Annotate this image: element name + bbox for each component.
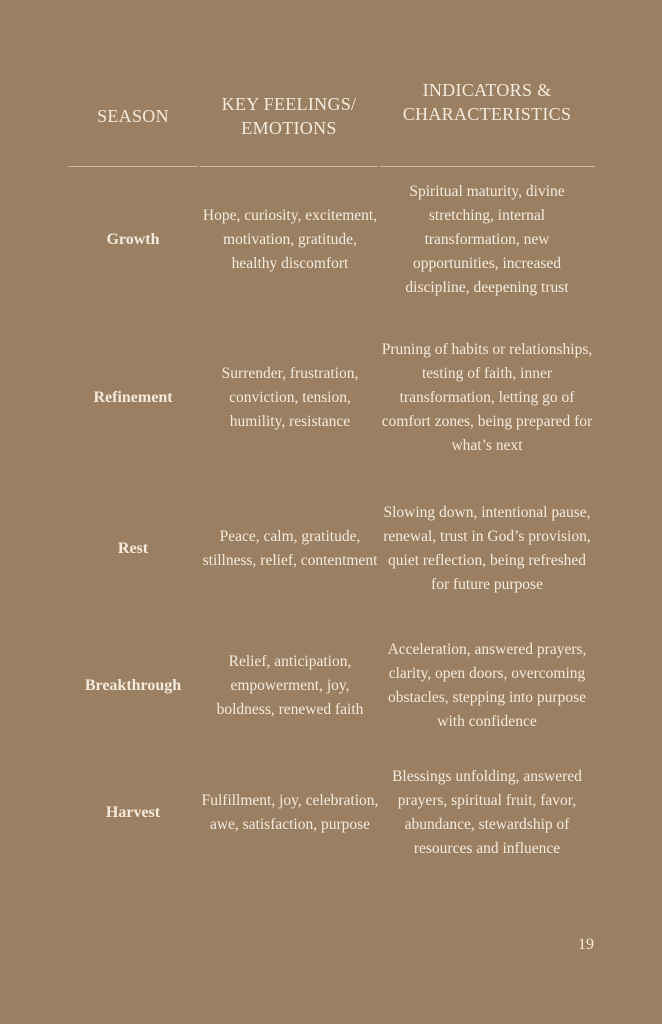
column-header-indicators: INDICATORS & CHARACTERISTICS: [402, 80, 572, 124]
table-header: [0, 0, 662, 170]
season-cell: Rest: [117, 540, 149, 557]
header-divider: [68, 166, 198, 167]
table-row: [68, 627, 596, 745]
table-row: [68, 180, 596, 300]
column-header-feelings: KEY FEELINGS/ EMOTIONS: [221, 94, 357, 138]
indicators-cell: Slowing down, intentional pause, renewal, trust in God’s provision, quiet reflection, being refreshed for future purpose: [383, 504, 591, 593]
feelings-cell: Fulfillment, joy, celebration, awe, satisfaction, purpose: [201, 792, 379, 833]
page-number: 19: [578, 936, 594, 953]
season-cell: Harvest: [105, 804, 161, 821]
feelings-cell: Relief, anticipation, empowerment, joy, boldness, renewed faith: [216, 653, 364, 718]
indicators-cell: Spiritual maturity, divine stretching, internal transformation, new opportunities, increased discipline, deepening trust: [405, 183, 569, 296]
season-cell: Growth: [106, 231, 160, 248]
indicators-cell: Pruning of habits or relationships, testing of faith, inner transformation, letting go of comfort zones, being prepared for what’s next: [381, 341, 593, 454]
header-divider: [200, 166, 378, 167]
feelings-cell: Hope, curiosity, excitement, motivation, gratitude, healthy discomfort: [202, 207, 378, 272]
indicators-cell: Blessings unfolding, answered prayers, spiritual fruit, favor, abundance, stewardship of resources and influence: [392, 768, 582, 857]
season-cell: Breakthrough: [84, 677, 182, 694]
header-divider: [380, 166, 595, 167]
feelings-cell: Peace, calm, gratitude, stillness, relief, contentment: [202, 528, 378, 569]
feelings-cell: Surrender, frustration, conviction, tension, humility, resistance: [221, 365, 359, 430]
column-header-season: SEASON: [97, 106, 169, 126]
table-row: [68, 338, 596, 458]
table-row: [68, 766, 596, 860]
indicators-cell: Acceleration, answered prayers, clarity, open doors, overcoming obstacles, stepping into purpose with confidence: [387, 641, 587, 730]
season-cell: Refinement: [93, 389, 173, 406]
table-row: [68, 490, 596, 608]
